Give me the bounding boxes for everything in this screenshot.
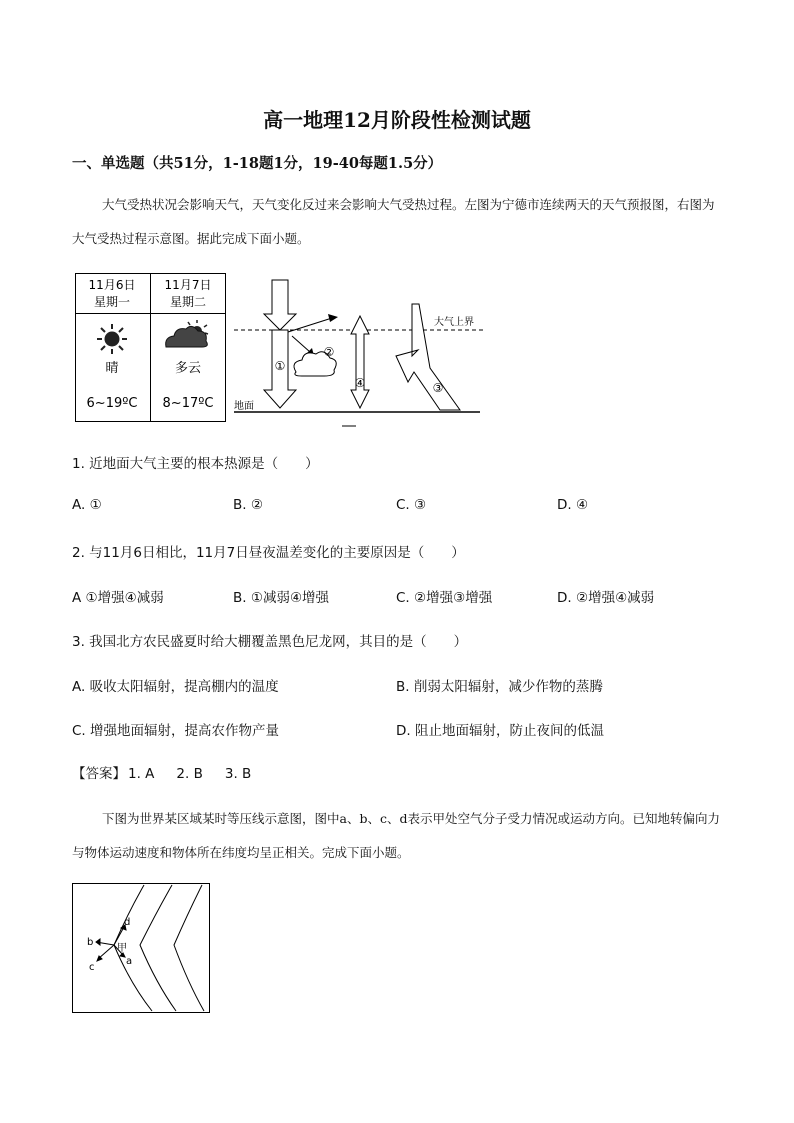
intro-paragraph-2: 下图为世界某区域某时等压线示意图，图中a、b、c、d表示甲处空气分子受力情况或运动方向。已知地转偏向力与物体运动速度和物体所在纬度均呈正相关。完成下面小题。: [72, 811, 720, 860]
day1-temperature: 6~19ºC: [86, 396, 138, 411]
intro-paragraph-1: 大气受热状况会影响天气，天气变化反过来会影响大气受热过程。左图为宁德市连续两天的天气预报图，右图为大气受热过程示意图。据此完成下面小题。: [72, 197, 715, 246]
day1-date: 11月6日: [88, 278, 136, 292]
q3-option-c: C. 增强地面辐射，提高农作物产量: [72, 723, 280, 739]
day2-date: 11月7日: [164, 278, 212, 292]
answer-1: 1. A: [128, 766, 155, 782]
q3-option-a: A. 吸收太阳辐射，提高棚内的温度: [72, 679, 279, 695]
isobar-line-3: [174, 885, 204, 1011]
day2-weather: 多云: [174, 361, 202, 376]
svg-text:①: ①: [274, 359, 286, 373]
q2-option-c: C. ②增强③增强: [396, 590, 493, 606]
day1-weather: 晴: [105, 361, 119, 376]
svg-text:③: ③: [432, 381, 444, 395]
q1-option-a: A. ①: [72, 497, 102, 513]
svg-text:④: ④: [354, 376, 366, 390]
q2-option-d: D. ②增强④减弱: [557, 590, 655, 606]
arrow-d-label: d: [124, 917, 131, 928]
ground-label: 地面: [234, 401, 254, 412]
day1-weekday: 星期一: [93, 295, 131, 309]
answer-label: 【答案】: [72, 766, 126, 782]
arrow-b-label: b: [87, 937, 94, 948]
q3-option-d: D. 阻止地面辐射，防止夜间的低温: [396, 723, 604, 739]
answer-2: 2. B: [176, 766, 203, 782]
day2-temperature: 8~17ºC: [162, 396, 214, 411]
arrow-c-label: c: [89, 962, 95, 973]
page-title: 高一地理12月阶段性检测试题: [263, 108, 531, 132]
section-heading: 一、单选题（共51分，1-18题1分，19-40每题1.5分）: [72, 155, 443, 172]
atmospheric-heating-diagram: [232, 272, 492, 432]
q2-option-b: B. ①减弱④增强: [233, 590, 330, 606]
isobar-diagram: [72, 883, 212, 1015]
ground-radiation-arrow: [351, 316, 369, 408]
q1-option-d: D. ④: [557, 497, 589, 513]
day2-weekday: 星期二: [169, 295, 207, 309]
question-2-stem: 2. 与11月6日相比，11月7日昼夜温差变化的主要原因是（ ）: [72, 545, 465, 561]
arrow-a-label: a: [126, 956, 133, 967]
partly-cloudy-icon: [166, 320, 208, 347]
question-3-stem: 3. 我国北方农民盛夏时给大棚覆盖黑色尼龙网，其目的是（ ）: [72, 634, 468, 650]
question-1-stem: 1. 近地面大气主要的根本热源是（ ）: [72, 456, 319, 472]
point-jia-label: 甲: [117, 943, 127, 954]
q1-option-b: B. ②: [233, 497, 263, 513]
svg-text:②: ②: [323, 345, 335, 359]
sun-icon: [97, 324, 127, 354]
isobar-line-2: [140, 885, 176, 1011]
answer-3: 3. B: [224, 766, 252, 782]
q2-option-a: A ①增强④减弱: [72, 590, 164, 606]
upper-atmosphere-label: 大气上界: [434, 317, 474, 328]
q1-option-c: C. ③: [396, 497, 427, 513]
q3-option-b: B. 削弱太阳辐射，减少作物的蒸腾: [396, 679, 603, 695]
weather-forecast-figure: [75, 273, 227, 423]
solar-radiation-arrow: [264, 280, 296, 330]
answer-line: [72, 762, 273, 782]
